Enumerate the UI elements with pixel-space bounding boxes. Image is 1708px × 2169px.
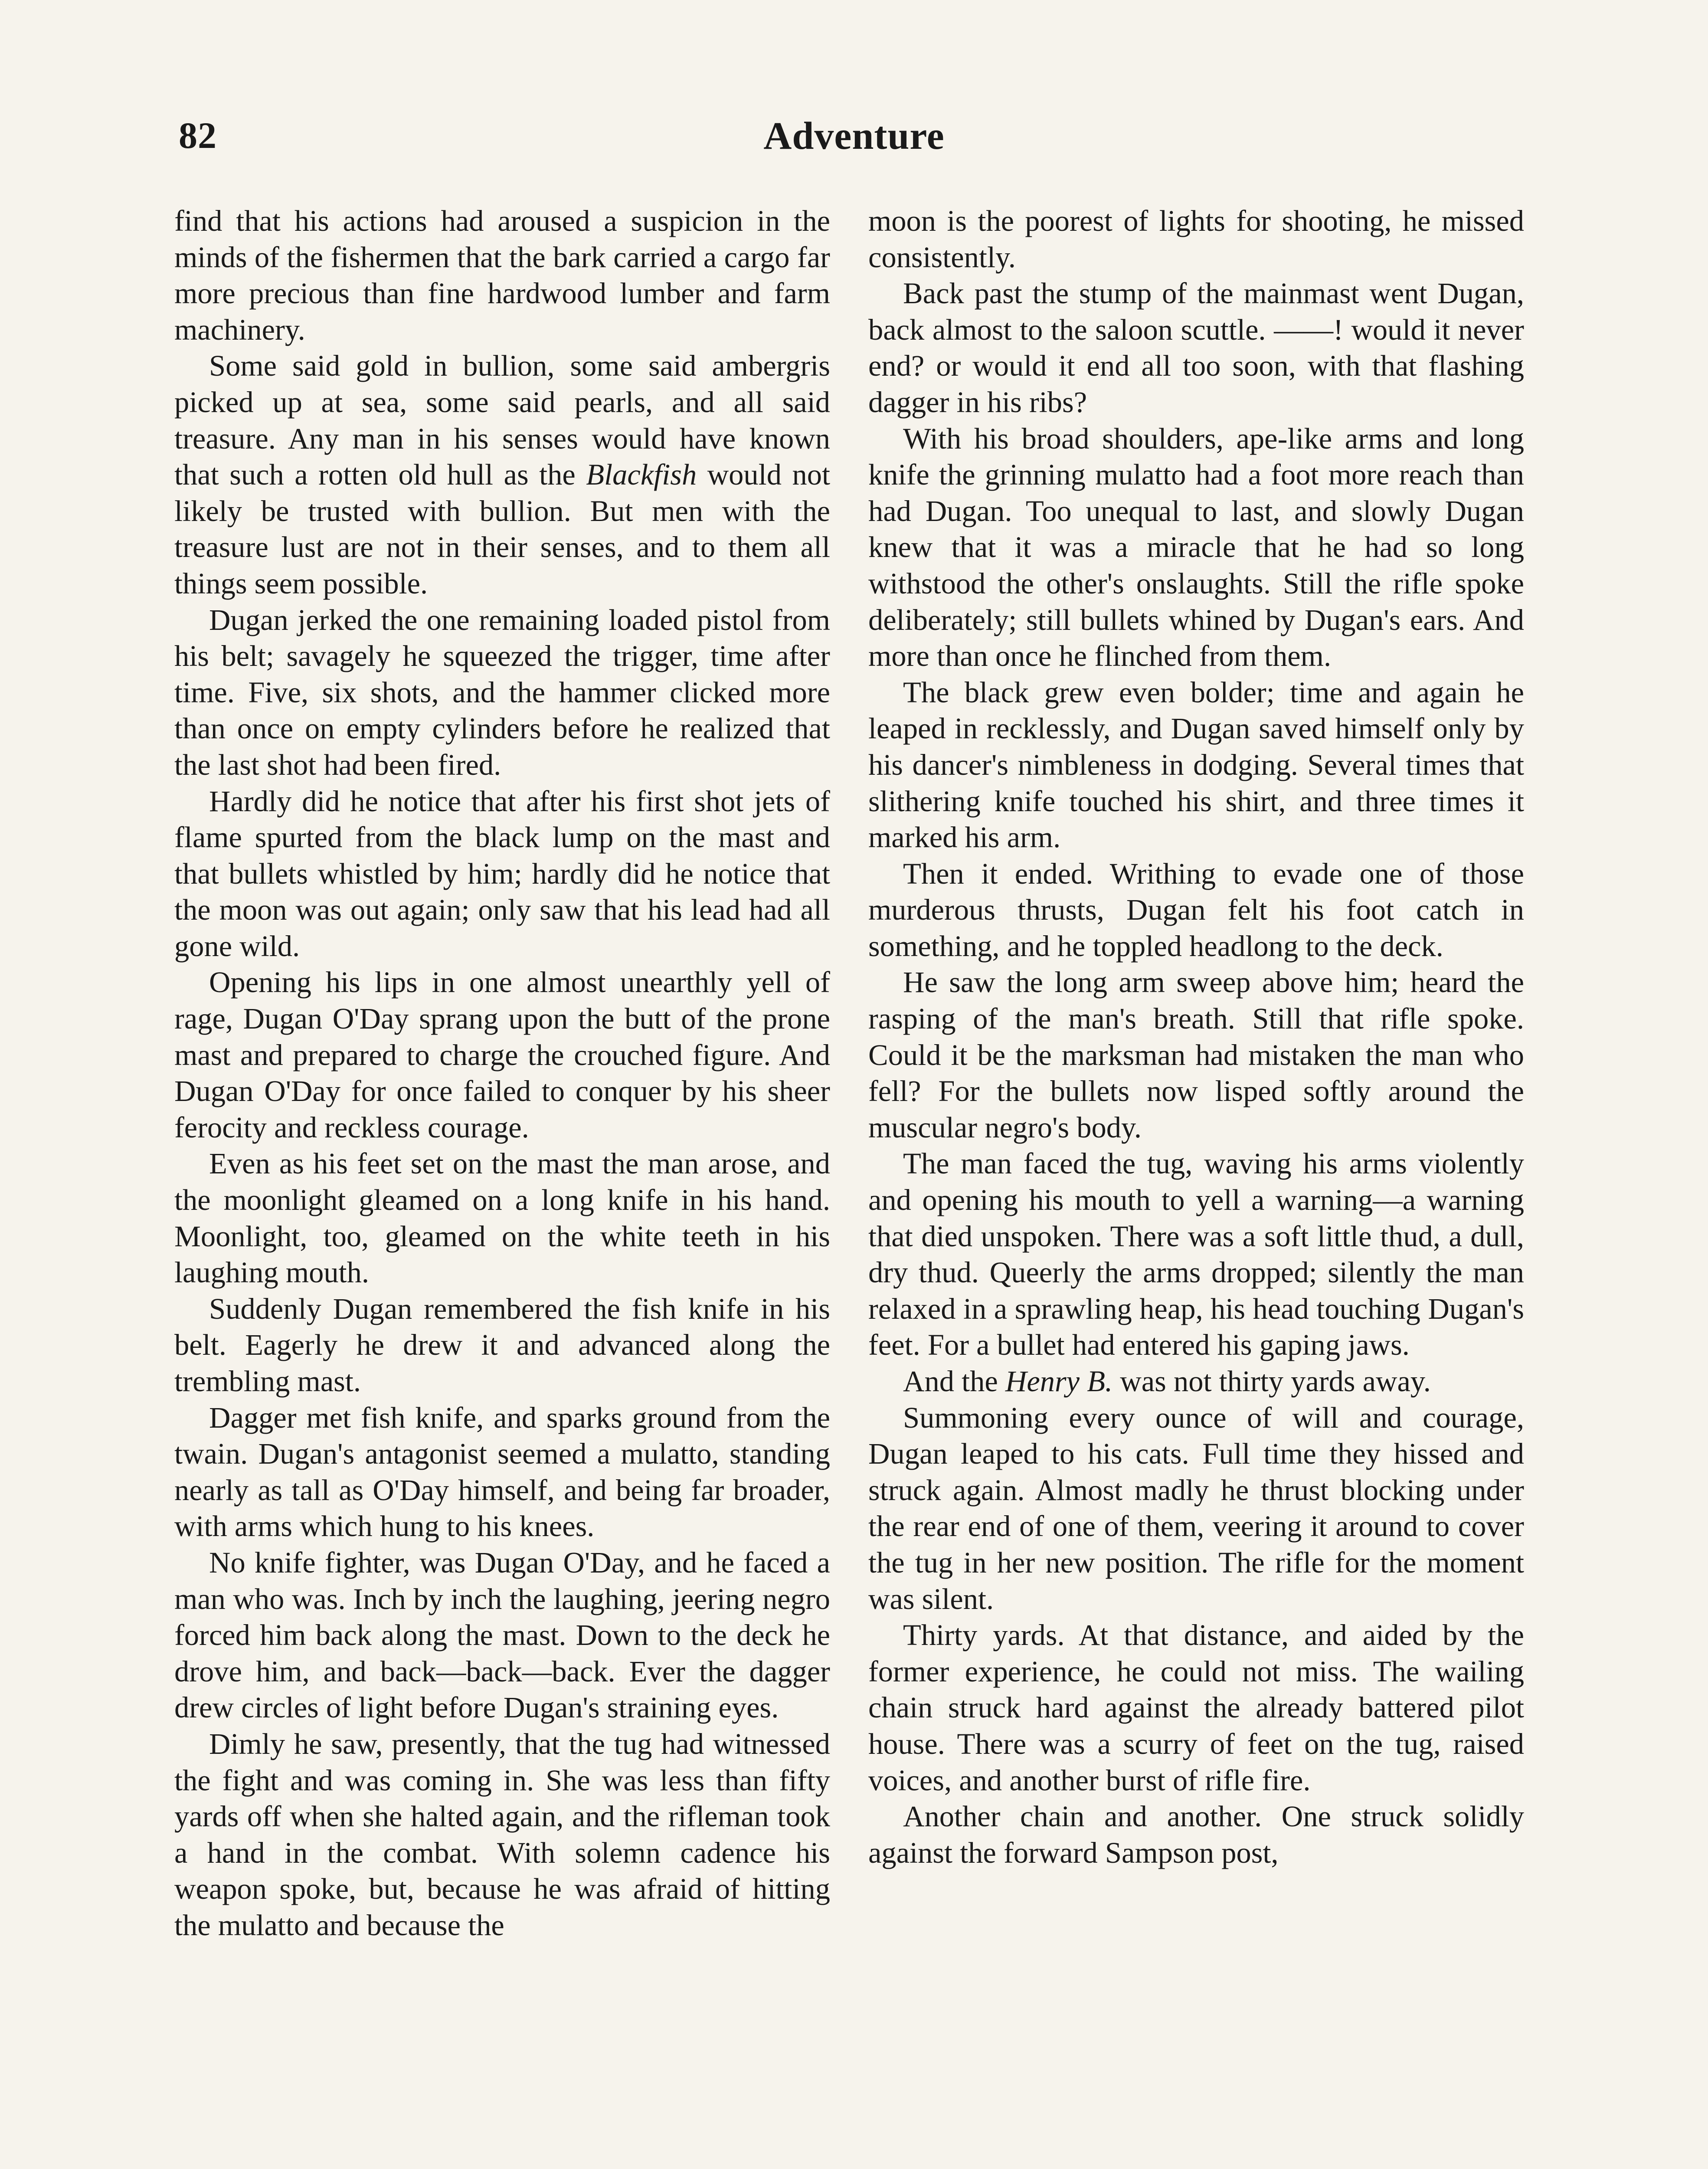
paragraph: And the Henry B. was not thirty yards away.: [903, 1365, 1431, 1398]
paragraph: moon is the poorest of lights for shooting, he missed consistently.: [868, 204, 1524, 274]
paragraph: find that his actions had aroused a suspicion in the minds of the fishermen that the bark carried a cargo far more precious than fine hardwood lumber and farm machinery.: [174, 204, 830, 346]
page-number: 82: [179, 115, 217, 156]
paragraph: Hardly did he notice that after his first shot jets of flame spurted from the black lump on the mast and that bullets whistled by him; hardly did he notice that the moon was out again; only saw that his lead had all gone wild.: [174, 784, 830, 963]
running-title: Adventure: [763, 115, 945, 157]
paragraph: Opening his lips in one almost unearthly yell of rage, Dugan O'Day sprang upon the butt of the prone mast and prepared to charge the crouched figure. And Dugan O'Day for once failed to conquer by his sheer ferocity and reckless courage.: [174, 966, 830, 1144]
ship-name: Henry B.: [1005, 1365, 1113, 1398]
left-column: [174, 203, 830, 1944]
paragraph: Back past the stump of the mainmast went Dugan, back almost to the saloon scuttle. ——! would it never end? or would it end all too soon, with that flashing dagger in his ribs?: [868, 277, 1524, 419]
paragraph: Then it ended. Writhing to evade one of those murderous thrusts, Dugan felt his foot catch in something, and he toppled headlong to the deck.: [868, 857, 1524, 963]
paragraph: The black grew even bolder; time and again he leaped in recklessly, and Dugan saved himself only by his dancer's nimbleness in dodging. Several times that slithering knife touched his shirt, and three times it marked his arm.: [868, 675, 1524, 854]
paragraph: With his broad shoulders, ape-like arms and long knife the grinning mulatto had a foot more reach than had Dugan. Too unequal to last, and slowly Dugan knew that it was a miracle that he had so long withstood the other's onslaughts. Still the rifle spoke deliberately; still bullets whined by Dugan's ears. And more than once he flinched from them.: [868, 422, 1524, 673]
paragraph: Another chain and another. One struck solidly against the forward Sampson post,: [868, 1800, 1524, 1869]
paragraph: Dagger met fish knife, and sparks ground from the twain. Dugan's antagonist seemed a mulatto, standing nearly as tall as O'Day himself, and being far broader, with arms which hung to his knees.: [174, 1401, 830, 1543]
ship-name: Blackfish: [586, 458, 697, 491]
paragraph: The man faced the tug, waving his arms violently and opening his mouth to yell a warning—a warning that died unspoken. There was a soft little thud, a dull, dry thud. Queerly the arms dropped; silently the man relaxed in a sprawling heap, his head touching Dugan's feet. For a bullet had entered his gaping jaws.: [868, 1147, 1524, 1362]
right-column: [868, 203, 1524, 1871]
paragraph: Summoning every ounce of will and courage, Dugan leaped to his cats. Full time they hissed and struck again. Almost madly he thrust blocking under the rear end of one of them, veering it around to cover the tug in her new position. The rifle for the moment was silent.: [868, 1401, 1524, 1615]
paragraph: Some said gold in bullion, some said ambergris picked up at sea, some said pearls, and all said treasure. Any man in his senses would have known that such a rotten old hull as the Blackfish would not likely be trusted with bullion. But men with the treasure lust are not in their senses, and to them all things seem possible.: [174, 349, 830, 600]
paragraph: Suddenly Dugan remembered the fish knife in his belt. Eagerly he drew it and advanced along the trembling mast.: [174, 1292, 830, 1398]
paragraph: Thirty yards. At that distance, and aided by the former experience, he could not miss. The wailing chain struck hard against the already battered pilot house. There was a scurry of feet on the tug, raised voices, and another burst of rifle fire.: [868, 1619, 1524, 1797]
paragraph: No knife fighter, was Dugan O'Day, and he faced a man who was. Inch by inch the laughing, jeering negro forced him back along the mast. Down to the deck he drove him, and back—back—back. Ever the dagger drew circles of light before Dugan's straining eyes.: [174, 1546, 830, 1724]
paragraph: Dugan jerked the one remaining loaded pistol from his belt; savagely he squeezed the trigger, time after time. Five, six shots, and the hammer clicked more than once on empty cylinders before he realized that the last shot had been fired.: [174, 603, 830, 781]
paragraph: He saw the long arm sweep above him; heard the rasping of the man's breath. Still that rifle spoke. Could it be the marksman had mistaken the man who fell? For the bullets now lisped softly around the muscular negro's body.: [868, 966, 1524, 1144]
paragraph: Dimly he saw, presently, that the tug had witnessed the fight and was coming in. She was less than fifty yards off when she halted again, and the rifleman took a hand in the combat. With solemn cadence his weapon spoke, but, because he was afraid of hitting the mulatto and because the: [174, 1727, 830, 1942]
paragraph: Even as his feet set on the mast the man arose, and the moonlight gleamed on a long knife in his hand. Moonlight, too, gleamed on the white teeth in his laughing mouth.: [174, 1147, 830, 1289]
